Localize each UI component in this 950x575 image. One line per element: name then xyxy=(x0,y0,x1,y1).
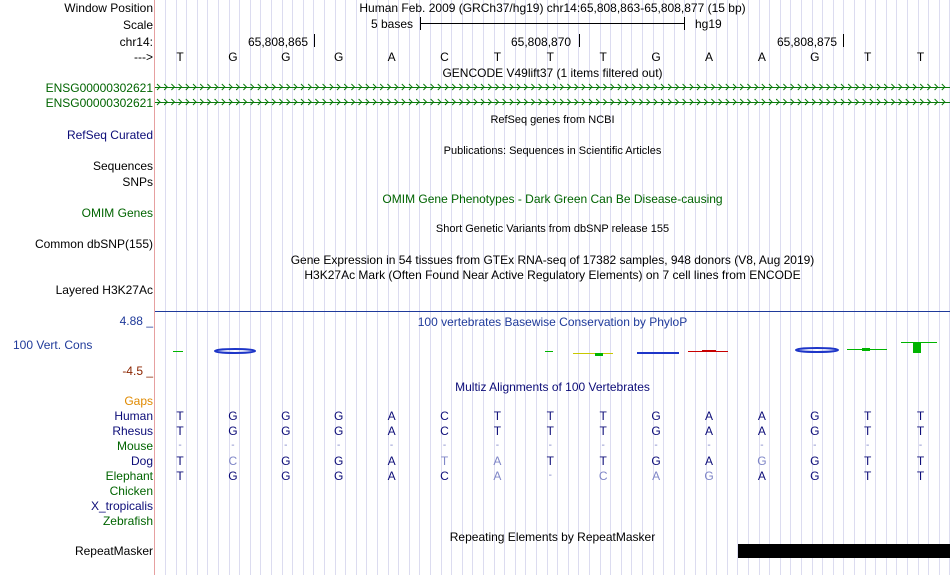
h3k27ac-track-title: H3K27Ac Mark (Often Found Near Active Regulatory Elements) on 7 cell lines from ENCODE xyxy=(304,268,801,282)
conservation-top-line xyxy=(155,311,950,312)
aligned-base: G xyxy=(334,409,344,423)
aligned-base: T xyxy=(440,454,449,468)
scale-bases: 5 bases xyxy=(371,17,414,31)
window-position-label: Window Position xyxy=(64,1,153,15)
base-letter: A xyxy=(757,50,766,64)
species-label[interactable]: X_tropicalis xyxy=(90,499,153,513)
base-letter: G xyxy=(334,50,344,64)
h3k27ac-track-label[interactable]: Layered H3K27Ac xyxy=(55,283,153,297)
aligned-base: T xyxy=(864,469,872,483)
aligned-base: A xyxy=(757,409,766,423)
aligned-base: - xyxy=(760,440,764,451)
aligned-base: G xyxy=(810,454,820,468)
chrom-label: chr14: xyxy=(119,35,153,49)
conservation-max-label: 4.88 _ xyxy=(119,314,153,328)
repeatmasker-track-label[interactable]: RepeatMasker xyxy=(74,544,153,558)
aligned-base: G xyxy=(334,424,344,438)
aligned-base: T xyxy=(864,454,872,468)
aligned-base: T xyxy=(916,454,925,468)
aligned-base: C xyxy=(598,469,608,483)
aligned-base: - xyxy=(178,440,182,451)
aligned-base: G xyxy=(651,409,661,423)
dbsnp-track-label[interactable]: Common dbSNP(155) xyxy=(34,237,153,251)
snps-track-label[interactable]: SNPs xyxy=(122,175,153,189)
aligned-base: - xyxy=(389,440,394,451)
multiz-track-title: Multiz Alignments of 100 Vertebrates xyxy=(455,380,650,394)
refseq-track-title: RefSeq genes from NCBI xyxy=(490,114,615,126)
window-position-value: Human Feb. 2009 (GRCh37/hg19) chr14:65,808,863-65,808,877 (15 bp) xyxy=(359,1,746,15)
aligned-base: - xyxy=(918,440,923,451)
aligned-base: G xyxy=(651,424,661,438)
aligned-base: C xyxy=(440,409,449,423)
aligned-base: - xyxy=(601,440,605,451)
aligned-base: A xyxy=(652,469,661,483)
aligned-base: G xyxy=(651,454,661,468)
aligned-base: T xyxy=(493,424,502,438)
scale-bar-right-end xyxy=(684,17,685,30)
sequences-track-label[interactable]: Sequences xyxy=(92,159,153,173)
aligned-base: - xyxy=(548,440,552,451)
aligned-base: A xyxy=(757,424,766,438)
aligned-base: - xyxy=(284,440,288,451)
tick-mark-1 xyxy=(314,34,315,47)
base-letter: C xyxy=(440,50,449,64)
base-letter: T xyxy=(546,50,554,64)
base-letter: A xyxy=(387,50,396,64)
gencode-item-label-1[interactable]: ENSG00000302621 xyxy=(45,81,153,95)
base-letter: T xyxy=(864,50,872,64)
gtex-track-title: Gene Expression in 54 tissues from GTEx RNA-seq of 17382 samples, 948 donors (V8, Aug 2019) xyxy=(290,253,815,267)
aligned-base: A xyxy=(757,469,766,483)
aligned-base: G xyxy=(228,424,238,438)
scale-label: Scale xyxy=(122,18,153,32)
base-letter: G xyxy=(228,50,238,64)
scale-bar-left-end xyxy=(420,17,421,30)
aligned-base: T xyxy=(916,424,925,438)
aligned-base: C xyxy=(440,469,449,483)
aligned-base: G xyxy=(704,469,714,483)
gaps-track-label[interactable]: Gaps xyxy=(124,394,153,408)
aligned-base: G xyxy=(334,454,344,468)
base-letter: T xyxy=(493,50,502,64)
aligned-base: G xyxy=(810,469,820,483)
base-letter: G xyxy=(281,50,291,64)
aligned-base: A xyxy=(704,454,713,468)
dbsnp-track-title: Short Genetic Variants from dbSNP release 155 xyxy=(435,223,670,235)
tick-label-3: 65,808,875 xyxy=(777,35,838,49)
repeatmasker-track-title: Repeating Elements by RepeatMasker xyxy=(449,530,656,544)
aligned-base: - xyxy=(442,440,447,451)
aligned-base: T xyxy=(546,409,554,423)
aligned-base: G xyxy=(757,454,767,468)
aligned-base: A xyxy=(493,469,502,483)
tick-mark-2 xyxy=(579,34,580,47)
aligned-base: A xyxy=(387,469,396,483)
omim-track-title: OMIM Gene Phenotypes - Dark Green Can Be Disease-causing xyxy=(382,192,723,206)
aligned-base: A xyxy=(493,454,502,468)
aligned-base: T xyxy=(546,424,554,438)
aligned-base: G xyxy=(281,409,291,423)
aligned-base: T xyxy=(176,424,184,438)
aligned-base: A xyxy=(387,424,396,438)
aligned-base: T xyxy=(546,454,554,468)
aligned-base: - xyxy=(231,440,235,451)
aligned-base: T xyxy=(599,424,607,438)
aligned-base: G xyxy=(810,424,820,438)
conservation-track-label[interactable]: 100 Vert. Cons xyxy=(13,338,93,352)
tick-label-2: 65,808,870 xyxy=(511,35,572,49)
aligned-base: G xyxy=(810,409,820,423)
conservation-min-label: -4.5 _ xyxy=(122,364,153,378)
species-label[interactable]: Dog xyxy=(130,454,153,468)
base-letter: G xyxy=(810,50,820,64)
species-label[interactable]: Mouse xyxy=(116,439,153,453)
aligned-base: T xyxy=(176,409,184,423)
repeatmasker-element[interactable] xyxy=(738,544,950,558)
base-letter: T xyxy=(176,50,184,64)
strand-arrow-label: ---> xyxy=(134,50,153,64)
aligned-base: - xyxy=(495,440,500,451)
aligned-base: G xyxy=(281,469,291,483)
aligned-base: T xyxy=(599,409,607,423)
species-label[interactable]: Rhesus xyxy=(112,424,153,438)
base-letter: G xyxy=(651,50,661,64)
aligned-base: - xyxy=(813,440,817,451)
scale-bar xyxy=(421,23,685,24)
gencode-track-title: GENCODE V49lift37 (1 items filtered out) xyxy=(442,66,663,80)
species-label[interactable]: Elephant xyxy=(105,469,153,483)
aligned-base: T xyxy=(864,424,872,438)
gencode-gene-feature-1[interactable] xyxy=(155,82,950,94)
aligned-base: - xyxy=(707,440,711,451)
aligned-base: - xyxy=(654,440,658,451)
aligned-base: - xyxy=(337,440,341,451)
species-label[interactable]: Chicken xyxy=(109,484,153,498)
scale-assembly: hg19 xyxy=(695,17,722,31)
base-letter: A xyxy=(704,50,713,64)
base-letter: T xyxy=(599,50,607,64)
aligned-base: T xyxy=(864,409,872,423)
base-letter: T xyxy=(916,50,925,64)
aligned-base: - xyxy=(548,470,552,481)
aligned-base: G xyxy=(228,409,238,423)
gencode-item-label-2[interactable]: ENSG00000302621 xyxy=(45,96,153,110)
omim-track-label[interactable]: OMIM Genes xyxy=(81,206,153,220)
publications-track-title: Publications: Sequences in Scientific Articles xyxy=(443,145,662,157)
aligned-base: G xyxy=(228,469,238,483)
aligned-base: T xyxy=(916,409,925,423)
aligned-base: G xyxy=(334,469,344,483)
tick-mark-3 xyxy=(843,34,844,47)
species-label[interactable]: Zebrafish xyxy=(102,514,153,528)
aligned-base: T xyxy=(916,469,925,483)
aligned-base: G xyxy=(281,424,291,438)
refseq-track-label[interactable]: RefSeq Curated xyxy=(66,128,153,142)
aligned-base: T xyxy=(176,454,184,468)
aligned-base: C xyxy=(228,454,238,468)
aligned-base: G xyxy=(281,454,291,468)
aligned-base: A xyxy=(387,409,396,423)
gencode-gene-feature-2[interactable] xyxy=(155,97,950,109)
aligned-base: A xyxy=(704,409,713,423)
aligned-base: A xyxy=(387,454,396,468)
aligned-base: T xyxy=(599,454,607,468)
aligned-base: - xyxy=(866,440,870,451)
aligned-base: A xyxy=(704,424,713,438)
aligned-base: T xyxy=(176,469,184,483)
aligned-base: C xyxy=(440,424,449,438)
aligned-base: T xyxy=(493,409,502,423)
conservation-track-title: 100 vertebrates Basewise Conservation by PhyloP xyxy=(417,315,688,329)
conservation-signal[interactable] xyxy=(155,336,950,362)
tick-label-1: 65,808,865 xyxy=(248,35,309,49)
species-label[interactable]: Human xyxy=(114,409,153,423)
